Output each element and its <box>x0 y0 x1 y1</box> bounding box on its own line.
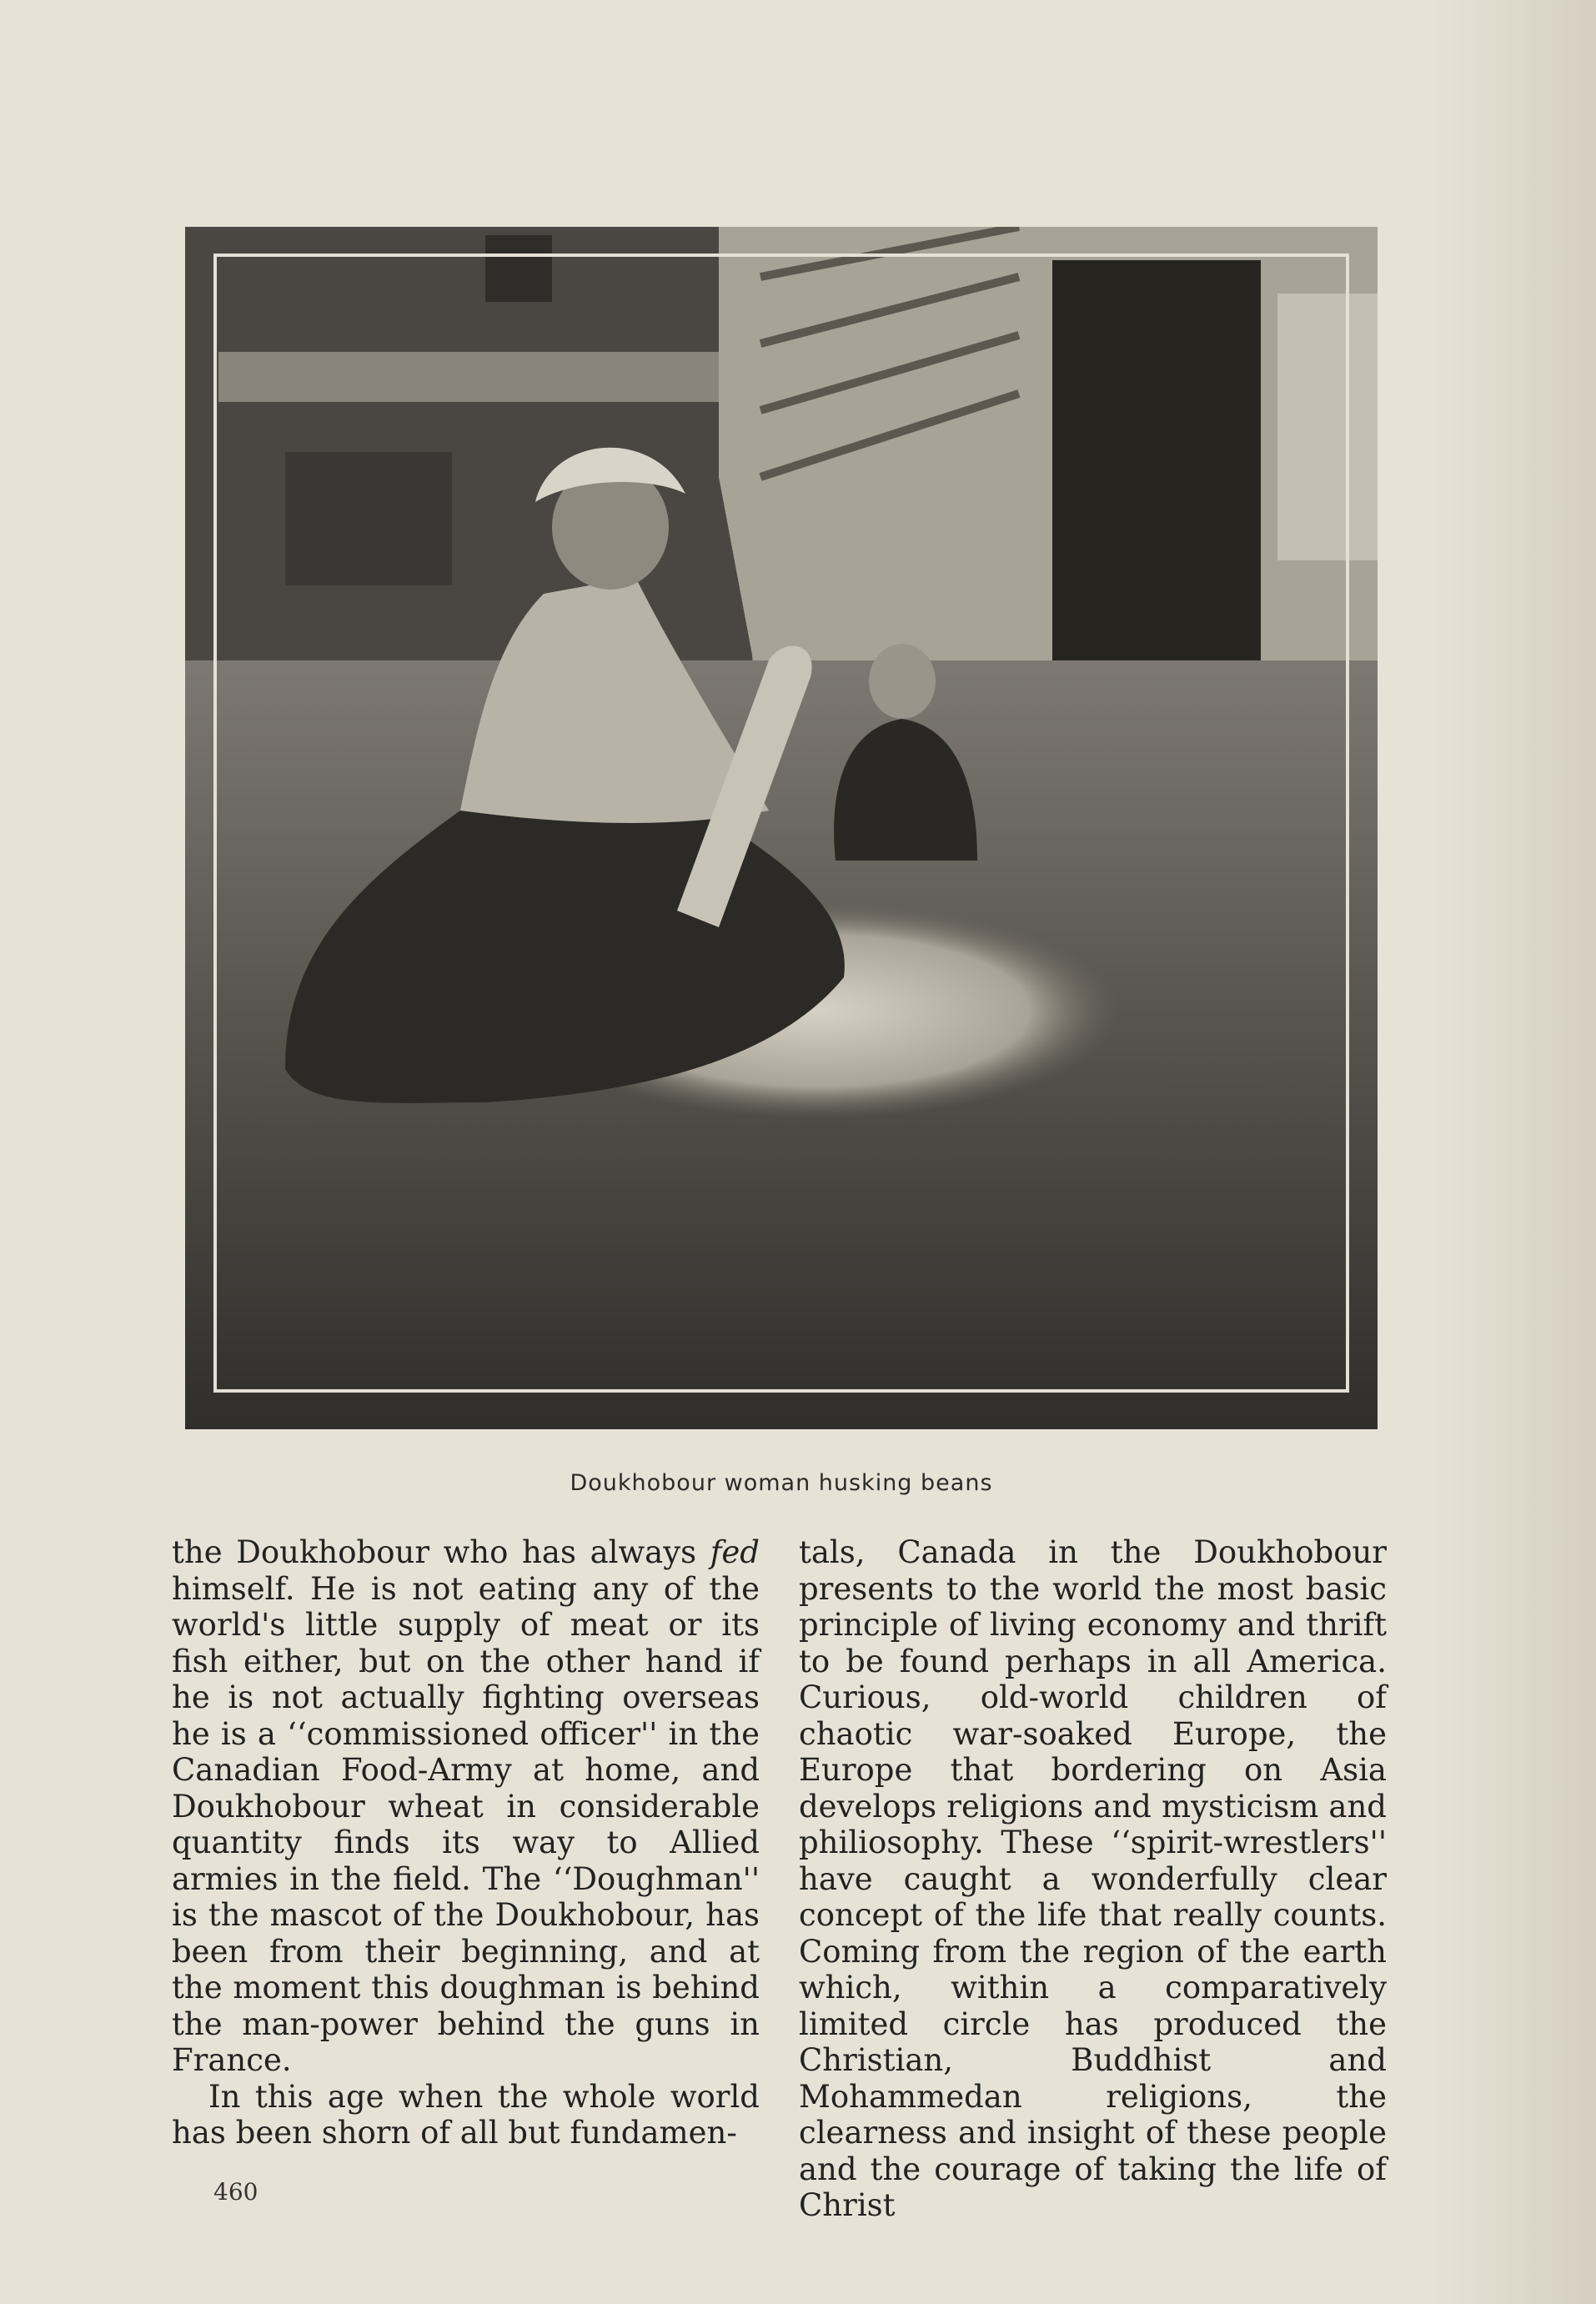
emphasis-text: fed <box>710 1534 760 1570</box>
paragraph: In this age when the whole world has been shorn of all but fundamen- <box>172 2078 760 2151</box>
paragraph <box>172 1534 760 2079</box>
text-run: the Doukhobour who has always <box>172 1534 710 1570</box>
page-edge-shadow <box>1429 0 1596 2304</box>
page-number: 460 <box>213 2178 258 2206</box>
photograph <box>185 227 1378 1429</box>
text-column-right <box>799 1534 1387 2224</box>
figure-caption: Doukhobour woman husking beans <box>570 1470 993 1496</box>
photograph-illustration <box>185 227 1378 1429</box>
paragraph: tals, Canada in the Doukhobour presents to the world the most basic principle of living economy and thrift to be found perhaps in all America. Curious, old-world children of chaotic war-soaked Europe, the Europe that bordering on Asia develops religions and mysticism and philiosophy. These ‘‘spirit-wrestlers'' have caught a wonderfully clear concept of the life that really counts. Coming from the region of the earth which, within a comparatively limited circle has produced the Christian, Buddhist and Mohammedan religions, the clearness and insight of these people and the courage of taking the life of Christ <box>799 1534 1387 2223</box>
text-run: himself. He is not eating any of the world's little supply of meat or its fish either, but on the other hand if he is not actually fighting overseas he is a ‘‘commissioned officer'' in the Canadian Food-Army at home, and Doukhobour wheat in considerable quantity finds its way to Allied armies in the field. The ‘‘Doughman'' is the mascot of the Doukhobour, has been from their beginning, and at the moment this doughman is behind the man-power behind the guns in France. <box>172 1570 760 2078</box>
text-column-left <box>172 1534 760 2151</box>
